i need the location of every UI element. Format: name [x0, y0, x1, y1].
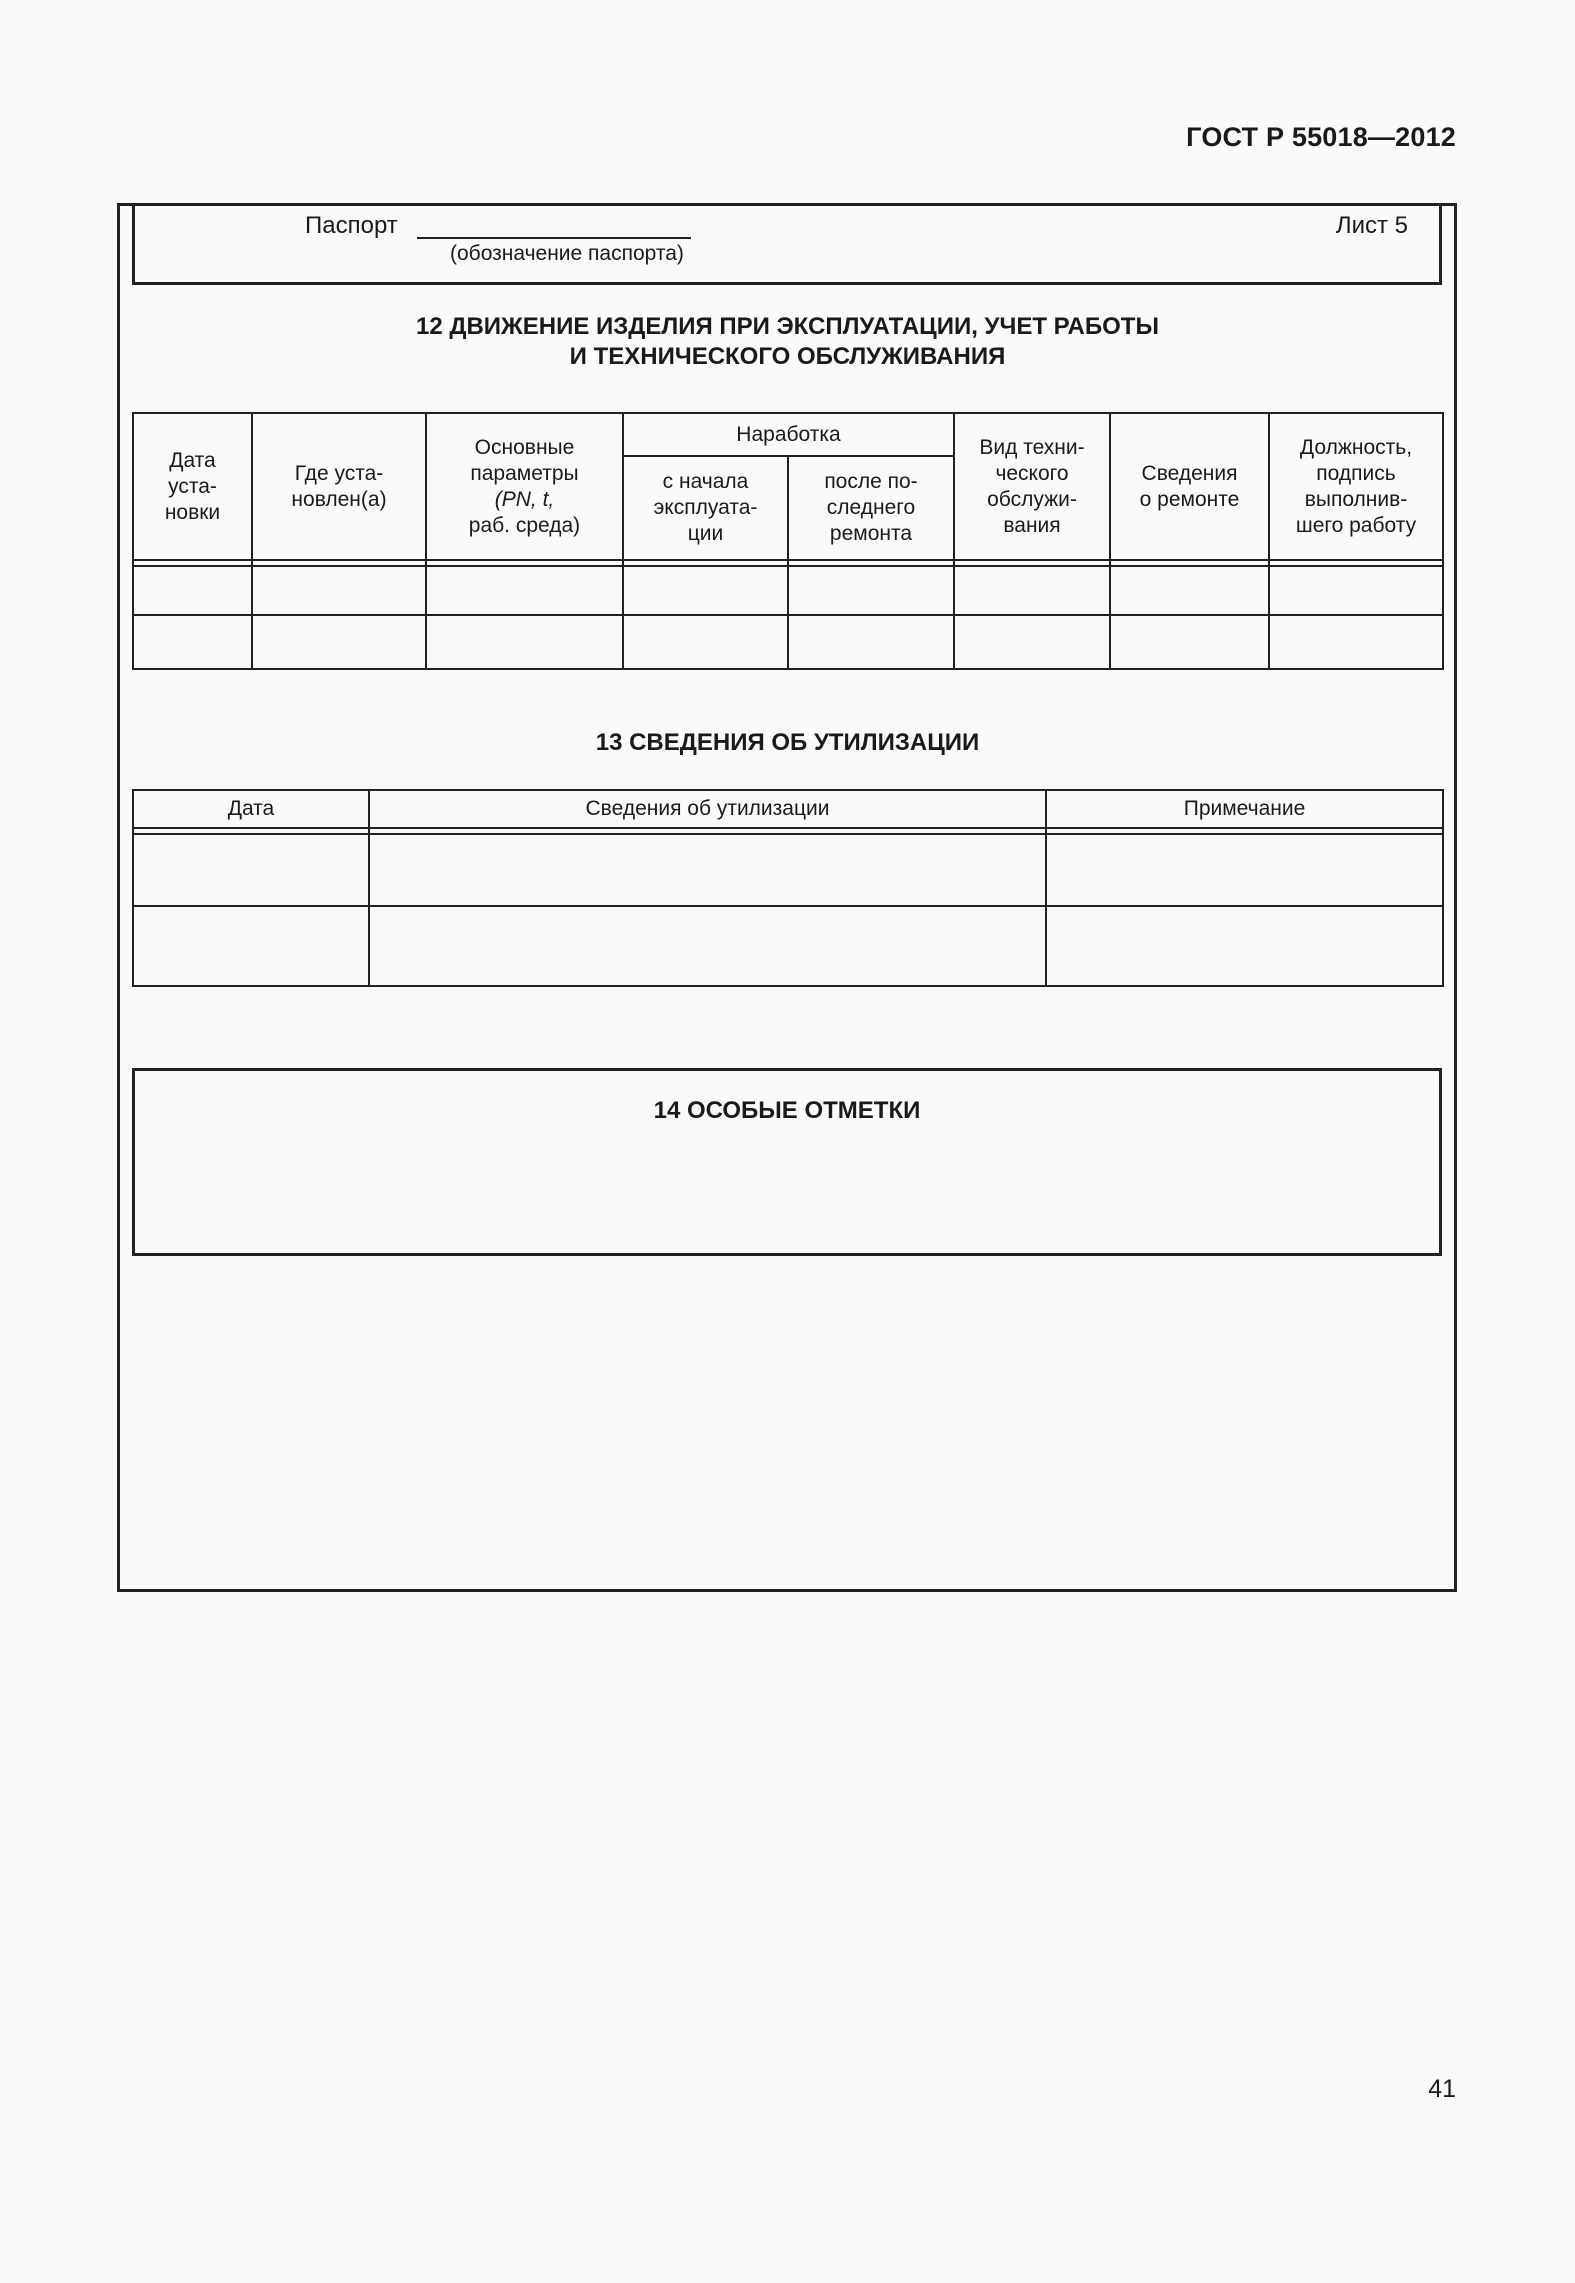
table-cell[interactable]	[252, 615, 426, 669]
table-cell[interactable]	[133, 906, 369, 986]
col-location: Где уста- новлен(а)	[252, 413, 426, 560]
operation-table	[132, 412, 1444, 670]
col-params: Основные параметры (PN, t, раб. среда)	[426, 413, 623, 560]
table-cell[interactable]	[1110, 615, 1269, 669]
table-row	[133, 566, 1443, 615]
col-disposal-info: Сведения об утилизации	[369, 790, 1046, 828]
table-cell[interactable]	[788, 566, 954, 615]
table-cell[interactable]	[1269, 615, 1443, 669]
table-cell[interactable]	[623, 566, 788, 615]
table-cell[interactable]	[252, 566, 426, 615]
page-number: 41	[1428, 2075, 1456, 2103]
table-cell[interactable]	[1046, 834, 1443, 906]
table-cell[interactable]	[369, 906, 1046, 986]
table-cell[interactable]	[133, 566, 252, 615]
section12-title-line1: 12 ДВИЖЕНИЕ ИЗДЕЛИЯ ПРИ ЭКСПЛУАТАЦИИ, УЧЕТ РАБОТЫ	[416, 313, 1159, 340]
col-since-repair: после по- следнего ремонта	[788, 456, 954, 560]
col-since-start: с начала эксплуата- ции	[623, 456, 788, 560]
table-cell[interactable]	[133, 615, 252, 669]
table-header-row	[133, 413, 1443, 456]
special-notes-box[interactable]	[132, 1068, 1442, 1256]
table-cell[interactable]	[426, 615, 623, 669]
passport-caption: (обозначение паспорта)	[450, 242, 684, 265]
table-row	[133, 615, 1443, 669]
passport-number-field[interactable]	[417, 237, 691, 239]
section14-title: 14 ОСОБЫЕ ОТМЕТКИ	[653, 1097, 921, 1124]
table-cell[interactable]	[1269, 566, 1443, 615]
table-cell[interactable]	[788, 615, 954, 669]
table-cell[interactable]	[133, 834, 369, 906]
table-cell[interactable]	[954, 566, 1110, 615]
disposal-table	[132, 789, 1444, 987]
col-install-date: Дата уста- новки	[133, 413, 252, 560]
table-cell[interactable]	[623, 615, 788, 669]
standard-code: ГОСТ Р 55018—2012	[1186, 122, 1456, 152]
col-repair-info: Сведения о ремонте	[1110, 413, 1269, 560]
table-row	[133, 906, 1443, 986]
table-header-row	[133, 790, 1443, 828]
col-operating-time: Наработка	[623, 413, 954, 456]
table-cell[interactable]	[1046, 906, 1443, 986]
table-row	[133, 834, 1443, 906]
section12-title-line2: И ТЕХНИЧЕСКОГО ОБСЛУЖИВАНИЯ	[569, 343, 1006, 370]
table-cell[interactable]	[954, 615, 1110, 669]
sheet-label: Лист 5	[1335, 212, 1408, 239]
col-date: Дата	[133, 790, 369, 828]
table-cell[interactable]	[369, 834, 1046, 906]
table-cell[interactable]	[426, 566, 623, 615]
col-signature: Должность, подпись выполнив- шего работу	[1269, 413, 1443, 560]
section12-title	[133, 312, 1442, 372]
passport-label: Паспорт	[305, 212, 398, 239]
col-maintenance-type: Вид техни- ческого обслужи- вания	[954, 413, 1110, 560]
table-cell[interactable]	[1110, 566, 1269, 615]
col-note: Примечание	[1046, 790, 1443, 828]
section13-title: 13 СВЕДЕНИЯ ОБ УТИЛИЗАЦИИ	[595, 729, 980, 756]
